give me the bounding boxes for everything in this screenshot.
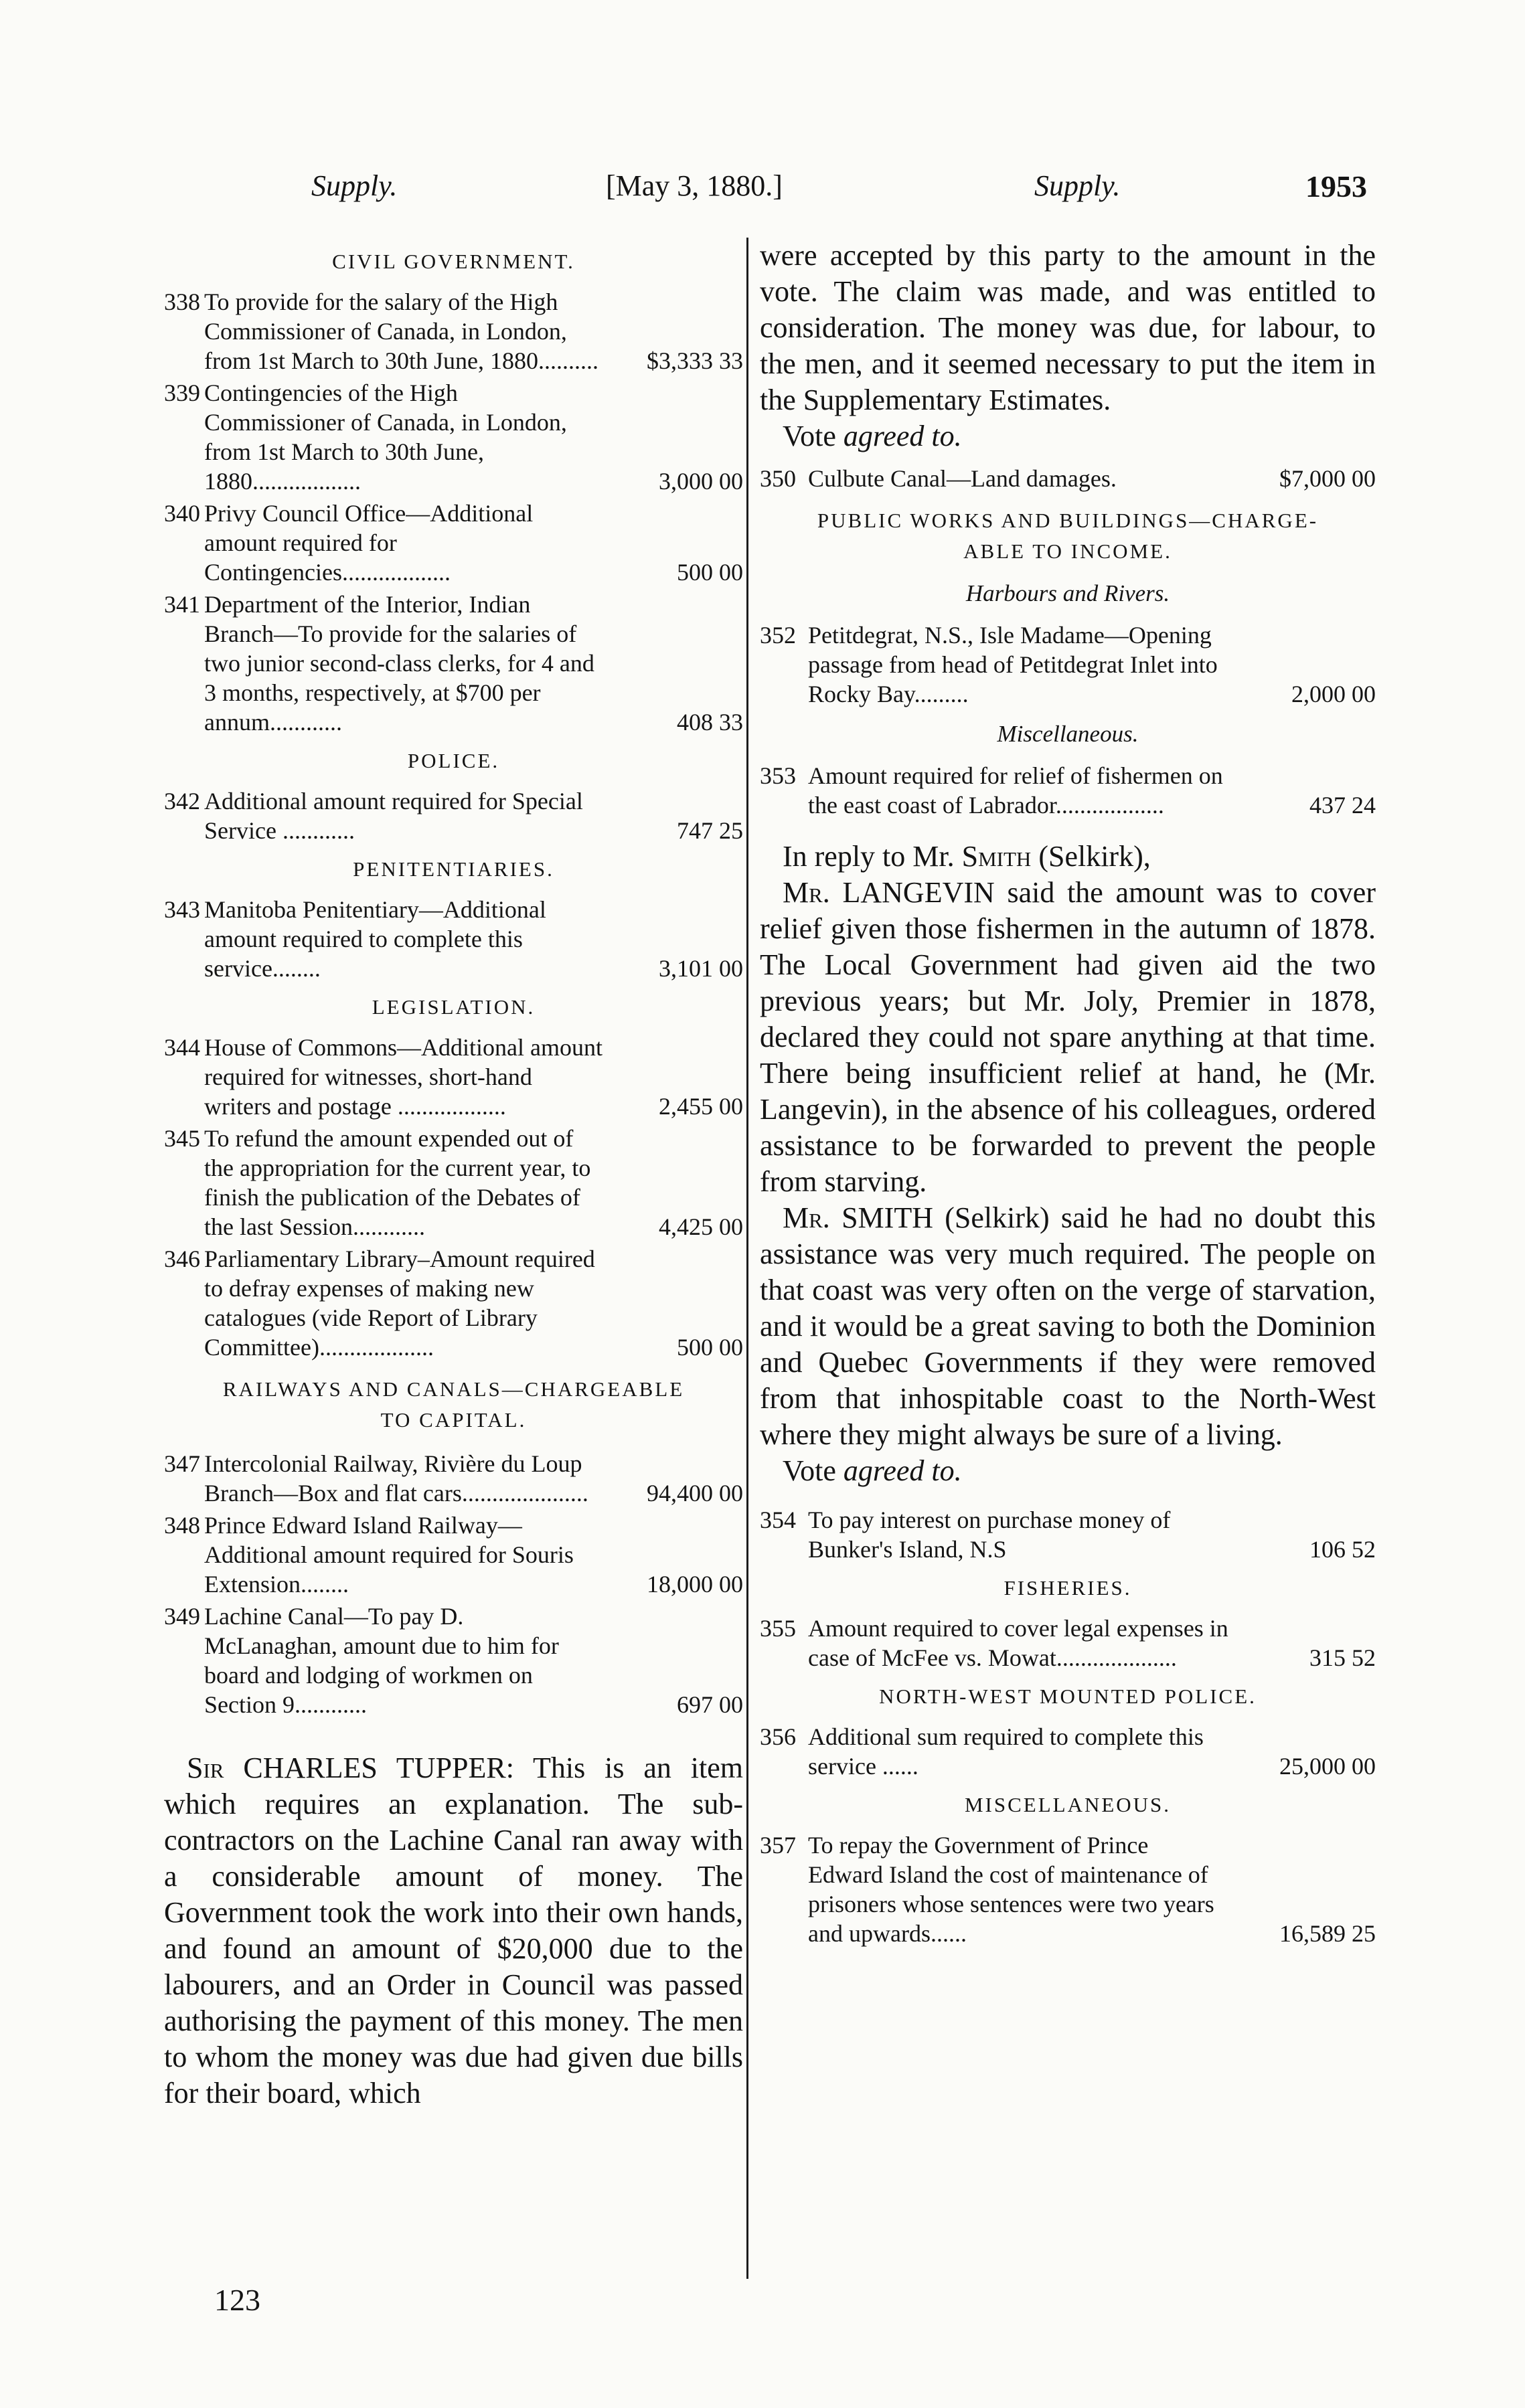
item-description: Lachine Canal—To pay D. McLanaghan, amount due to him for board and lodging of workmen on Section 9............ bbox=[204, 1603, 559, 1718]
item-description: To repay the Government of Prince Edward Island the cost of maintenance of prisoners whose sentences were two years and upwards...... bbox=[808, 1832, 1214, 1947]
estimate-item-346 bbox=[164, 1244, 743, 1362]
item-number: 346 bbox=[164, 1245, 200, 1272]
vote-prefix: Vote bbox=[783, 1454, 844, 1487]
item-amount: 25,000 00 bbox=[1279, 1753, 1376, 1780]
estimate-item-354 bbox=[760, 1505, 1376, 1564]
item-amount: 18,000 00 bbox=[647, 1571, 743, 1598]
estimate-item-356 bbox=[760, 1722, 1376, 1781]
section-heading-legislation: LEGISLATION. bbox=[372, 995, 536, 1019]
item-number: 344 bbox=[164, 1034, 200, 1061]
item-number: 341 bbox=[164, 591, 200, 618]
item-number: 350 bbox=[760, 465, 796, 492]
item-amount: 2,455 00 bbox=[659, 1093, 743, 1120]
reply-tail: (Selkirk), bbox=[1031, 840, 1151, 873]
speech-langevin bbox=[760, 875, 1376, 1200]
section-heading-penitentiaries: PENITENTIARIES. bbox=[353, 857, 554, 881]
item-number: 339 bbox=[164, 379, 200, 406]
speaker-name: Mr. LANGEVIN bbox=[783, 876, 995, 909]
running-head-date: [May 3, 1880.] bbox=[606, 169, 783, 202]
item-amount: 500 00 bbox=[677, 1334, 743, 1361]
estimate-item-338 bbox=[164, 287, 743, 375]
running-head-right: Supply. bbox=[1034, 169, 1121, 202]
running-head-left: Supply. bbox=[311, 169, 398, 202]
speech-smith bbox=[760, 1200, 1376, 1453]
item-number: 354 bbox=[760, 1507, 796, 1533]
item-amount: 4,425 00 bbox=[659, 1213, 743, 1240]
vote-prefix: Vote bbox=[783, 420, 844, 452]
item-description: Additional sum required to complete this service ...... bbox=[808, 1723, 1204, 1780]
estimate-item-347 bbox=[164, 1449, 743, 1508]
item-number: 356 bbox=[760, 1723, 796, 1750]
subheading-miscellaneous: Miscellaneous. bbox=[997, 721, 1139, 747]
item-number: 349 bbox=[164, 1603, 200, 1630]
estimate-item-353 bbox=[760, 761, 1376, 820]
item-amount: $3,333 33 bbox=[647, 347, 743, 374]
item-description: Contingencies of the High Commissioner of Canada, in London, from 1st March to 30th June, 1880.................. bbox=[204, 379, 567, 495]
vote-result: agreed to. bbox=[843, 1454, 962, 1487]
item-number: 343 bbox=[164, 896, 200, 923]
estimate-item-339 bbox=[164, 378, 743, 496]
section-heading-railways-canals bbox=[164, 1374, 743, 1436]
item-amount: 2,000 00 bbox=[1291, 681, 1376, 707]
column-divider bbox=[746, 238, 748, 2279]
item-amount: 697 00 bbox=[677, 1691, 743, 1718]
item-description: Intercolonial Railway, Rivière du Loup Branch—Box and flat cars..................... bbox=[204, 1450, 588, 1507]
section-heading-civil-government: CIVIL GOVERNMENT. bbox=[332, 250, 575, 273]
estimate-item-349 bbox=[164, 1602, 743, 1719]
item-amount: 3,000 00 bbox=[659, 468, 743, 495]
item-description: Prince Edward Island Railway—Additional amount required for Souris Extension........ bbox=[204, 1512, 574, 1598]
vote-agreed bbox=[760, 418, 1376, 454]
heading-line: TO CAPITAL. bbox=[380, 1408, 527, 1432]
right-column bbox=[760, 238, 1376, 1951]
section-heading-public-works bbox=[760, 505, 1376, 567]
item-description: Amount required for relief of fishermen on the east coast of Labrador.................. bbox=[808, 762, 1223, 819]
speaker-name: Mr. SMITH bbox=[783, 1201, 933, 1234]
item-description: Department of the Interior, Indian Branch—To provide for the salaries of two junior second-class clerks, for 4 and 3 months, respectively, at $700 per annum............ bbox=[204, 591, 594, 736]
section-heading-police: POLICE. bbox=[407, 749, 500, 772]
estimate-item-348 bbox=[164, 1511, 743, 1599]
speech-tupper bbox=[164, 1750, 743, 2112]
item-number: 353 bbox=[760, 762, 796, 789]
vote-result: agreed to. bbox=[843, 420, 962, 452]
heading-line: PUBLIC WORKS AND BUILDINGS—CHARGE- bbox=[817, 509, 1319, 532]
heading-line: ABLE TO INCOME. bbox=[963, 539, 1172, 563]
item-description: Culbute Canal—Land damages. bbox=[808, 465, 1117, 492]
section-heading-miscellaneous: MISCELLANEOUS. bbox=[964, 1793, 1172, 1816]
item-description: Petitdegrat, N.S., Isle Madame—Opening passage from head of Petitdegrat Inlet into Rocky Bay......... bbox=[808, 622, 1218, 707]
estimate-item-357 bbox=[760, 1830, 1376, 1948]
item-amount: 747 25 bbox=[677, 817, 743, 844]
item-description: To refund the amount expended out of the appropriation for the current year, to finish the publication of the Debates of the last Session............ bbox=[204, 1125, 591, 1240]
speaker-name: Sir CHARLES TUPPER bbox=[187, 1751, 506, 1784]
estimate-item-340 bbox=[164, 499, 743, 587]
item-description: House of Commons—Additional amount required for witnesses, short-hand writers and postage .................. bbox=[204, 1034, 603, 1120]
item-number: 342 bbox=[164, 788, 200, 814]
reply-name: Smith bbox=[961, 840, 1032, 873]
section-heading-fisheries: FISHERIES. bbox=[1004, 1576, 1132, 1600]
item-amount: 500 00 bbox=[677, 559, 743, 586]
reply-line bbox=[760, 839, 1376, 875]
estimate-item-350 bbox=[760, 464, 1376, 493]
item-description: Amount required to cover legal expenses in case of McFee vs. Mowat.................... bbox=[808, 1615, 1228, 1671]
item-number: 347 bbox=[164, 1450, 200, 1477]
left-column bbox=[164, 238, 743, 2112]
item-number: 348 bbox=[164, 1512, 200, 1539]
vote-agreed bbox=[760, 1453, 1376, 1489]
item-amount: $7,000 00 bbox=[1279, 465, 1376, 492]
estimate-item-341 bbox=[164, 590, 743, 737]
page-number: 1953 bbox=[1305, 169, 1367, 203]
speech-text: said the amount was to cover relief given those fishermen in the autumn of 1878. The Local Government had given aid the two previous years; but Mr. Joly, Premier in 1878, declared they could not spare anything at that time. There being insufficient relief at hand, he (Mr. Langevin), in the absence of his colleagues, ordered assistance to be forwarded to prevent the people from starving. bbox=[760, 876, 1376, 1198]
item-description: To provide for the salary of the High Commissioner of Canada, in London, from 1st March to 30th June, 1880.......... bbox=[204, 288, 598, 374]
item-number: 355 bbox=[760, 1615, 796, 1642]
item-amount: 106 52 bbox=[1309, 1536, 1376, 1563]
estimate-item-355 bbox=[760, 1614, 1376, 1672]
section-heading-nwmp: NORTH-WEST MOUNTED POLICE. bbox=[879, 1685, 1257, 1708]
item-description: Additional amount required for Special Service ............ bbox=[204, 788, 583, 844]
estimate-item-344 bbox=[164, 1033, 743, 1121]
item-amount: 3,101 00 bbox=[659, 955, 743, 982]
item-amount: 16,589 25 bbox=[1279, 1920, 1376, 1947]
item-amount: 408 33 bbox=[677, 709, 743, 736]
item-number: 338 bbox=[164, 288, 200, 315]
item-amount: 437 24 bbox=[1309, 792, 1376, 819]
item-description: To pay interest on purchase money of Bunker's Island, N.S bbox=[808, 1507, 1171, 1563]
item-description: Manitoba Penitentiary—Additional amount required to complete this service........ bbox=[204, 896, 546, 982]
item-amount: 315 52 bbox=[1309, 1644, 1376, 1671]
item-description: Privy Council Office—Additional amount required for Contingencies.................. bbox=[204, 500, 534, 586]
subheading-harbours-rivers: Harbours and Rivers. bbox=[965, 580, 1170, 606]
speech-continuation: were accepted by this party to the amount in the vote. The claim was made, and was entitled to consideration. The money was due, for labour, to the men, and it seemed necessary to put the item in the Supplementary Estimates. bbox=[760, 239, 1376, 416]
estimate-item-342 bbox=[164, 786, 743, 845]
signature-mark: 123 bbox=[214, 2283, 260, 2317]
item-description: Parliamentary Library–Amount required to defray expenses of making new catalogues (vide Report of Library Committee)................... bbox=[204, 1245, 595, 1361]
estimate-item-345 bbox=[164, 1124, 743, 1241]
item-amount: 94,400 00 bbox=[647, 1480, 743, 1507]
item-number: 352 bbox=[760, 622, 796, 649]
speech-text: : This is an item which requires an explanation. The sub-contractors on the Lachine Canal ran away with a considerable amount of money. The Government took the work into their own hands, and found an amount of $20,000 due to the labourers, and an Order in Council was passed authorising the payment of this money. The men to whom the money was due had given due bills for their board, which bbox=[164, 1751, 743, 2110]
item-number: 357 bbox=[760, 1832, 796, 1859]
item-number: 345 bbox=[164, 1125, 200, 1152]
estimate-item-343 bbox=[164, 895, 743, 983]
heading-line: RAILWAYS AND CANALS—CHARGEABLE bbox=[222, 1377, 685, 1401]
speech-text: (Selkirk) said he had no doubt this assistance was very much required. The people on that coast was very often on the verge of starvation, and it would be a great saving to both the Dominion and Quebec Governments if they were removed from that inhospitable coast to the North-West where they might always be sure of a living. bbox=[760, 1201, 1376, 1451]
item-number: 340 bbox=[164, 500, 200, 527]
reply-text: In reply to Mr. bbox=[783, 840, 962, 873]
estimate-item-352 bbox=[760, 620, 1376, 709]
